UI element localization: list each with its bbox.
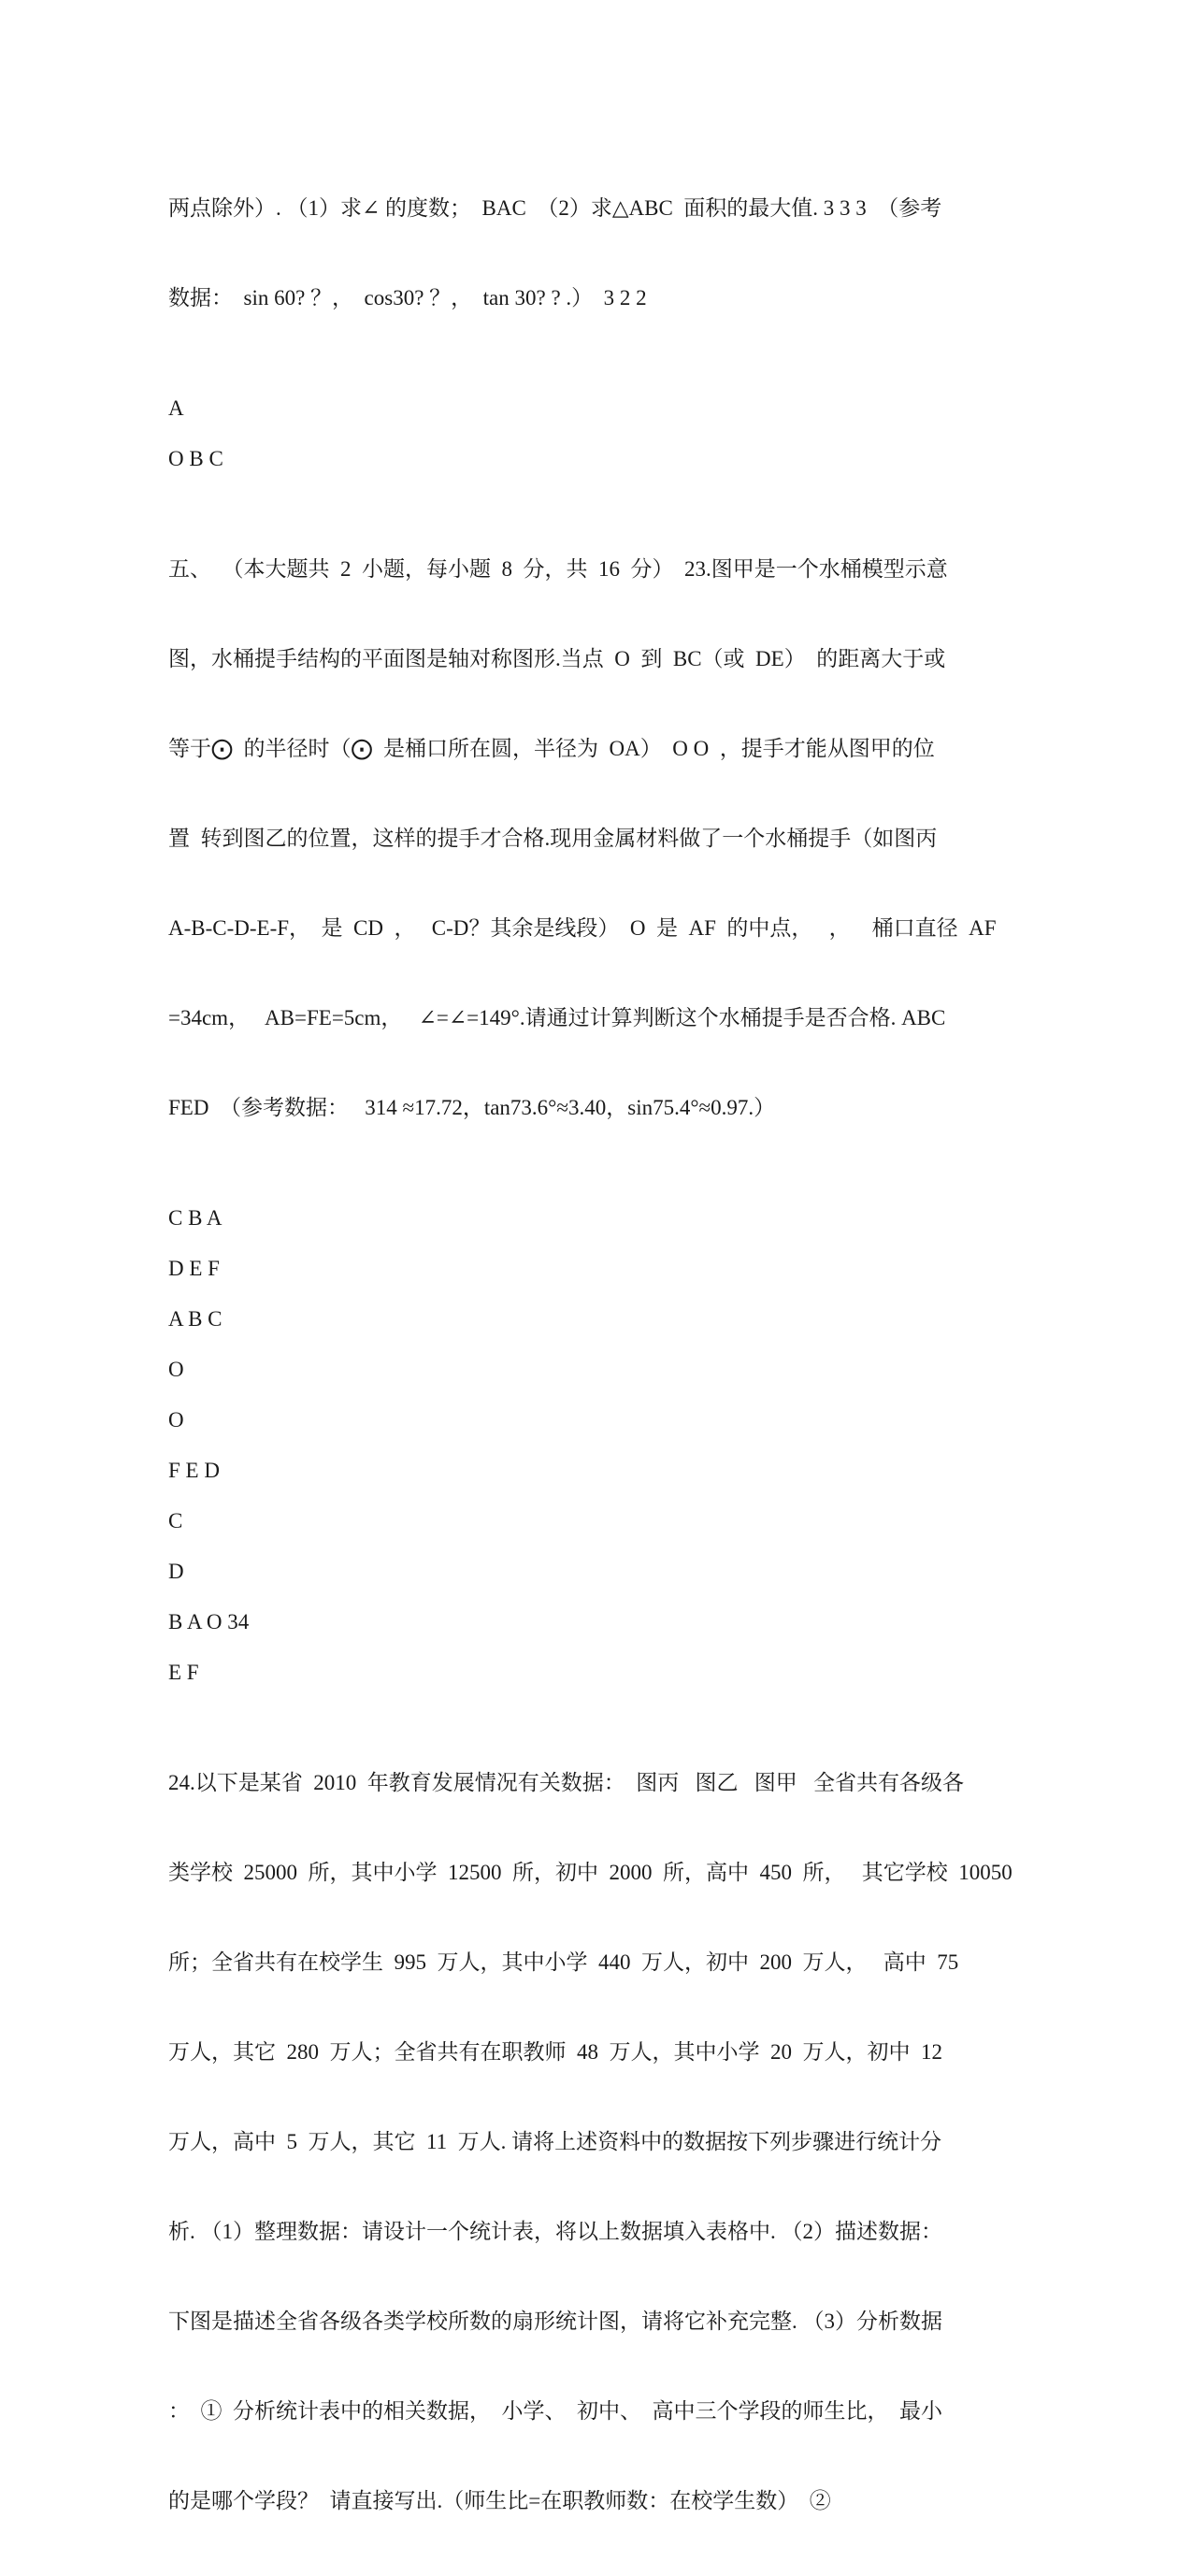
figure-label: O (168, 1408, 184, 1432)
figure-label: D E F (168, 1257, 220, 1280)
figure-label: C (168, 1509, 183, 1533)
text-line: 万人，其它 280 万人；全省共有在职教师 48 万人，其中小学 20 万人，初中 12 (168, 2040, 942, 2064)
text-line: FED （参考数据： 314 ≈17.72，tan73.6°≈3.40，sin75.4°≈0.97.） (168, 1096, 776, 1119)
figure-label: E F (168, 1661, 199, 1684)
text-line: 的是哪个学段？ 请直接写出.（师生比=在职教师数：在校学生数） ② (168, 2489, 831, 2512)
text-line: 两点除外）. （1）求∠ 的度数； BAC （2）求△ABC 面积的最大值. 3 3 3 （参考 (168, 196, 942, 220)
text-line: =34cm， AB=FE=5cm， ∠=∠=149°.请通过计算判断这个水桶提手是否合格. ABC (168, 1006, 946, 1029)
figure-label: B A O 34 (168, 1610, 250, 1633)
text-line: 下图是描述全省各级各类学校所数的扇形统计图，请将它补充完整. （3）分析数据 (168, 2310, 942, 2333)
problem-22-tail (168, 134, 1038, 373)
spacer (168, 1183, 1038, 1203)
text-line: 析. （1）整理数据：请设计一个统计表，将以上数据填入表格中. （2）描述数据： (168, 2220, 942, 2243)
text-line: A-B-C-D-E-F， 是 CD ， C-D？其余是线段） O 是 AF 的中点， ， 桶口直径 AF (168, 916, 997, 940)
text-line: 置 转到图乙的位置，这样的提手才合格.现用金属材料做了一个水桶提手（如图丙 (168, 827, 938, 850)
figure-label: O (168, 1358, 184, 1381)
text-line: 24.以下是某省 2010 年教育发展情况有关数据： 图丙 图乙 图甲 全省共有各级各 (168, 1771, 964, 1794)
text-line: 所；全省共有在校学生 995 万人，其中小学 440 万人，初中 200 万人， 高中 75 (168, 1950, 959, 1974)
figure-label: A (168, 396, 184, 420)
text-line: 图，水桶提手结构的平面图是轴对称图形.当点 O 到 BC（或 DE） 的距离大于或 (168, 647, 946, 670)
figure-label: O B C (168, 447, 223, 470)
text-line: 万人，高中 5 万人，其它 11 万人. 请将上述资料中的数据按下列步骤进行统计分 (168, 2130, 942, 2153)
figure-label: F E D (168, 1459, 220, 1482)
problem-23 (168, 495, 1038, 1183)
text-line: 数据： sin 60? ？， cos30? ？， tan 30? ? .） 3 2 2 (168, 286, 647, 309)
text-line: 类学校 25000 所，其中小学 12500 所，初中 2000 所，高中 450 所， 其它学校 10050 (168, 1861, 1012, 1884)
figure-label: A B C (168, 1307, 223, 1331)
problem-24 (168, 1708, 1038, 2576)
spacer (168, 373, 1038, 394)
text-line: ： ① 分析统计表中的相关数据， 小学、 初中、 高中三个学段的师生比， 最小 (168, 2399, 942, 2423)
figure-label: D (168, 1560, 184, 1583)
text-line: 五、 （本大题共 2 小题，每小题 8 分，共 16 分） 23.图甲是一个水桶模型示意 (168, 557, 948, 581)
figure-label: C B A (168, 1206, 223, 1230)
document-page (168, 134, 1038, 2576)
text-line: 等于⨀ 的半径时（⨀ 是桶口所在圆，半径为 OA） O O ，提手才能从图甲的位 (168, 737, 935, 760)
